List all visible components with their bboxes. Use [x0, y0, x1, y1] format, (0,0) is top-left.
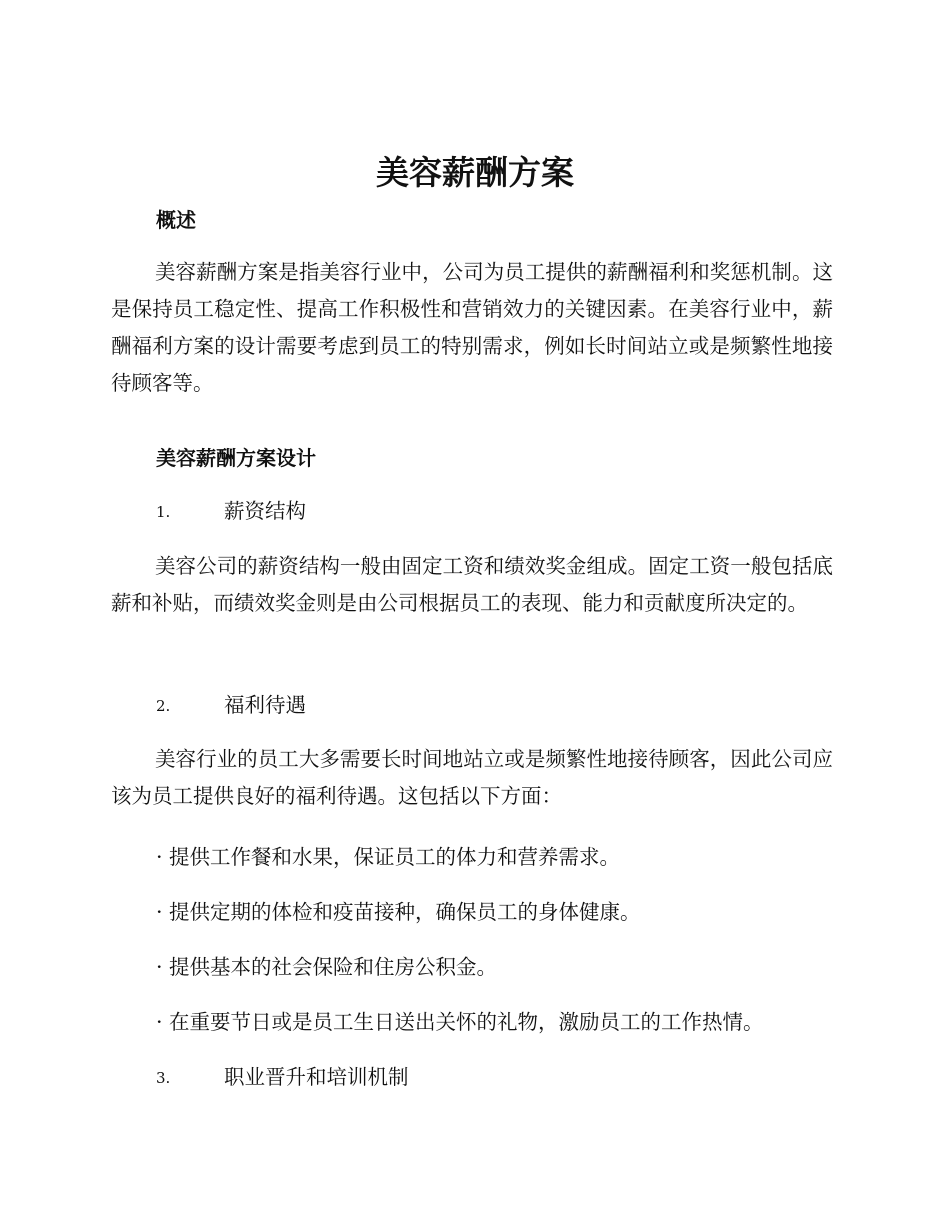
- item-label: 薪资结构: [224, 499, 306, 523]
- item-number: 3.: [156, 1069, 171, 1087]
- item-number: 1.: [156, 503, 171, 521]
- salary-structure-paragraph: 美容公司的薪资结构一般由固定工资和绩效奖金组成。固定工资一般包括底薪和补贴，而绩效奖金则是由公司根据员工的表现、能力和贡献度所决定的。: [111, 554, 833, 615]
- section-heading-design: 美容薪酬方案设计: [156, 446, 316, 470]
- item-label: 福利待遇: [224, 693, 306, 717]
- item-number: 2.: [156, 697, 171, 715]
- overview-paragraph: 美容薪酬方案是指美容行业中，公司为员工提供的薪酬福利和奖惩机制。这是保持员工稳定性、提高工作积极性和营销效力的关键因素。在美容行业中，薪酬福利方案的设计需要考虑到员工的特别需求，例如长时间站立或是频繁性地接待顾客等。: [111, 260, 833, 395]
- benefits-paragraph: 美容行业的员工大多需要长时间地站立或是频繁性地接待顾客，因此公司应该为员工提供良好的福利待遇。这包括以下方面：: [111, 747, 833, 808]
- benefit-bullet-health-check: · 提供定期的体检和疫苗接种，确保员工的身体健康。: [156, 900, 641, 924]
- benefit-bullet-meals: · 提供工作餐和水果，保证员工的体力和营养需求。: [156, 845, 621, 869]
- benefit-bullet-gifts: · 在重要节日或是员工生日送出关怀的礼物，激励员工的工作热情。: [156, 1010, 764, 1034]
- benefit-bullet-insurance: · 提供基本的社会保险和住房公积金。: [156, 955, 498, 979]
- document-title: 美容薪酬方案: [376, 153, 574, 192]
- item-label: 职业晋升和培训机制: [224, 1065, 409, 1089]
- section-heading-overview: 概述: [156, 208, 196, 232]
